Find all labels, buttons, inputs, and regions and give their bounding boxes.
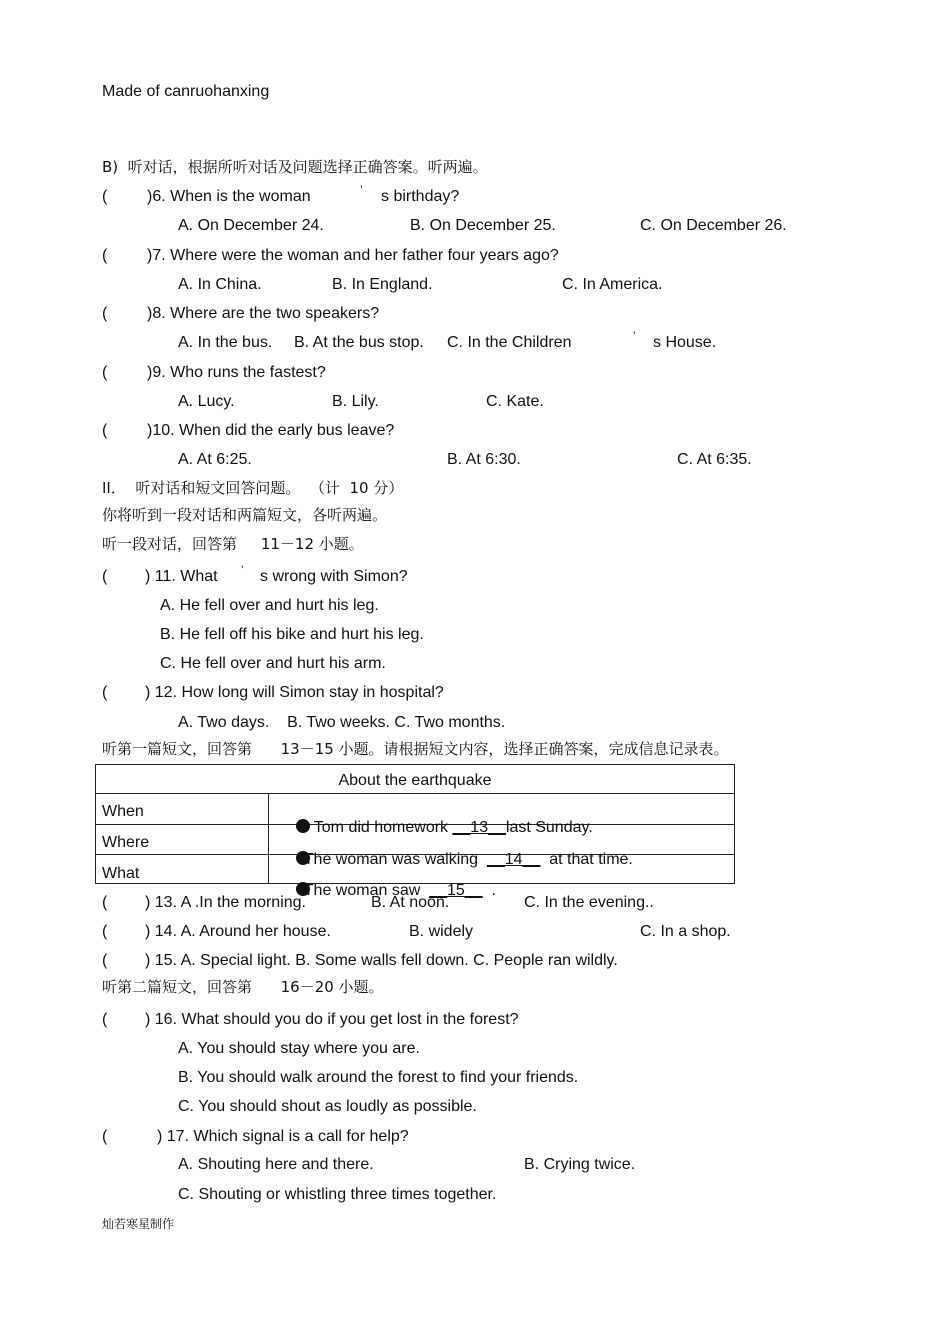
q17-paren: ( bbox=[102, 1128, 108, 1145]
dialog-intro: 听一段对话，回答第 11－12 小题。 bbox=[102, 535, 364, 553]
q17-option-c: C. Shouting or whistling three times together. bbox=[178, 1186, 497, 1203]
q6-stem-end: s birthday? bbox=[381, 188, 460, 205]
q8-option-b: B. At the bus stop. bbox=[294, 334, 424, 351]
q10-paren: ( bbox=[102, 422, 108, 439]
q17-option-b: B. Crying twice. bbox=[524, 1156, 636, 1173]
q15-stem: ) 15. A. Special light. B. Some walls fell down. C. People ran wildly. bbox=[145, 952, 618, 969]
blank-13: __13__ bbox=[452, 819, 506, 836]
q6-apostrophe: ’ bbox=[360, 183, 363, 197]
q9-stem: )9. Who runs the fastest? bbox=[147, 364, 326, 381]
q9-option-b: B. Lily. bbox=[332, 393, 379, 410]
q16-option-a: A. You should stay where you are. bbox=[178, 1040, 420, 1057]
q10-stem: )10. When did the early bus leave? bbox=[147, 422, 395, 439]
q10-option-b: B. At 6:30. bbox=[447, 451, 521, 468]
q13-stem: ) 13. A .In the morning. bbox=[145, 894, 306, 911]
q7-option-c: C. In America. bbox=[562, 276, 663, 293]
q15-paren: ( bbox=[102, 952, 108, 969]
earthquake-table bbox=[95, 764, 735, 899]
bullet-icon bbox=[296, 819, 310, 833]
q13-paren: ( bbox=[102, 894, 108, 911]
q6-option-a: A. On December 24. bbox=[178, 217, 324, 234]
q10-option-a: A. At 6:25. bbox=[178, 451, 252, 468]
row-text: Tom did homework bbox=[313, 819, 453, 836]
q16-option-c: C. You should shout as loudly as possible. bbox=[178, 1098, 477, 1115]
passage2-intro: 听第二篇短文，回答第 16－20 小题。 bbox=[102, 978, 384, 996]
q8-apostrophe: ’ bbox=[633, 329, 636, 343]
q16-option-b: B. You should walk around the forest to find your friends. bbox=[178, 1069, 579, 1086]
blank-15: __15__ bbox=[429, 882, 483, 899]
q17-option-a: A. Shouting here and there. bbox=[178, 1156, 374, 1173]
q12-paren: ( bbox=[102, 684, 108, 701]
blank-14: __14__ bbox=[486, 851, 541, 868]
row-text-end: at that time. bbox=[540, 851, 633, 868]
q11-paren: ( bbox=[102, 568, 108, 585]
passage1-intro: 听第一篇短文，回答第 13－15 小题。请根据短文内容，选择正确答案，完成信息记录表。 bbox=[102, 740, 729, 758]
table-row-label-what: What bbox=[102, 865, 140, 882]
section-ii-title: II． 听对话和短文回答问题。 （计 10 分） bbox=[102, 479, 404, 497]
row-text: The woman saw bbox=[303, 882, 425, 899]
section-b-title: B) 听对话，根据所听对话及问题选择正确答案。听两遍。 bbox=[102, 158, 488, 176]
q9-option-c: C. Kate. bbox=[486, 393, 544, 410]
q7-option-b: B. In England. bbox=[332, 276, 433, 293]
q9-option-a: A. Lucy. bbox=[178, 393, 235, 410]
q7-paren: ( bbox=[102, 247, 108, 264]
q14-option-b: B. widely bbox=[409, 923, 474, 940]
q6-option-c: C. On December 26. bbox=[640, 217, 787, 234]
q6-stem: )6. When is the woman bbox=[147, 188, 311, 205]
page-footer: 灿若寒星制作 bbox=[102, 1217, 175, 1231]
table-row-label-when: When bbox=[102, 803, 144, 820]
q12-options: A. Two days. B. Two weeks. C. Two months. bbox=[178, 714, 506, 731]
q13-option-b: B. At noon. bbox=[371, 894, 450, 911]
q8-stem: )8. Where are the two speakers? bbox=[147, 305, 380, 322]
row-text-end: last Sunday. bbox=[505, 819, 593, 836]
q8-option-c: C. In the Children bbox=[447, 334, 572, 351]
q10-option-c: C. At 6:35. bbox=[677, 451, 752, 468]
q11-stem: ) 11. What bbox=[145, 568, 218, 585]
q8-option-a: A. In the bus. bbox=[178, 334, 273, 351]
q12-stem: ) 12. How long will Simon stay in hospital? bbox=[145, 684, 444, 701]
q6-paren: ( bbox=[102, 188, 108, 205]
q7-stem: )7. Where were the woman and her father four years ago? bbox=[147, 247, 559, 264]
q11-option-a: A. He fell over and hurt his leg. bbox=[160, 597, 379, 614]
table-row-label-where: Where bbox=[102, 834, 150, 851]
page-header: Made of canruohanxing bbox=[102, 83, 270, 100]
q7-option-a: A. In China. bbox=[178, 276, 262, 293]
q13-option-c: C. In the evening.. bbox=[524, 894, 654, 911]
q11-option-c: C. He fell over and hurt his arm. bbox=[160, 655, 386, 672]
section-ii-intro: 你将听到一段对话和两篇短文，各听两遍。 bbox=[102, 506, 388, 524]
row-text-end: . bbox=[482, 882, 496, 899]
table-title: About the earthquake bbox=[338, 772, 492, 789]
table-column-divider bbox=[268, 794, 269, 883]
q14-stem: ) 14. A. Around her house. bbox=[145, 923, 331, 940]
q17-stem: ) 17. Which signal is a call for help? bbox=[157, 1128, 409, 1145]
row-text: The woman was walking bbox=[303, 851, 483, 868]
q9-paren: ( bbox=[102, 364, 108, 381]
q8-paren: ( bbox=[102, 305, 108, 322]
q6-option-b: B. On December 25. bbox=[410, 217, 556, 234]
q14-paren: ( bbox=[102, 923, 108, 940]
table-divider bbox=[96, 793, 734, 794]
q11-stem-end: s wrong with Simon? bbox=[260, 568, 408, 585]
q11-option-b: B. He fell off his bike and hurt his leg. bbox=[160, 626, 424, 643]
q8-option-c-end: s House. bbox=[653, 334, 717, 351]
q11-apostrophe: ’ bbox=[241, 563, 244, 577]
q16-stem: ) 16. What should you do if you get lost in the forest? bbox=[145, 1011, 519, 1028]
q16-paren: ( bbox=[102, 1011, 108, 1028]
q14-option-c: C. In a shop. bbox=[640, 923, 731, 940]
